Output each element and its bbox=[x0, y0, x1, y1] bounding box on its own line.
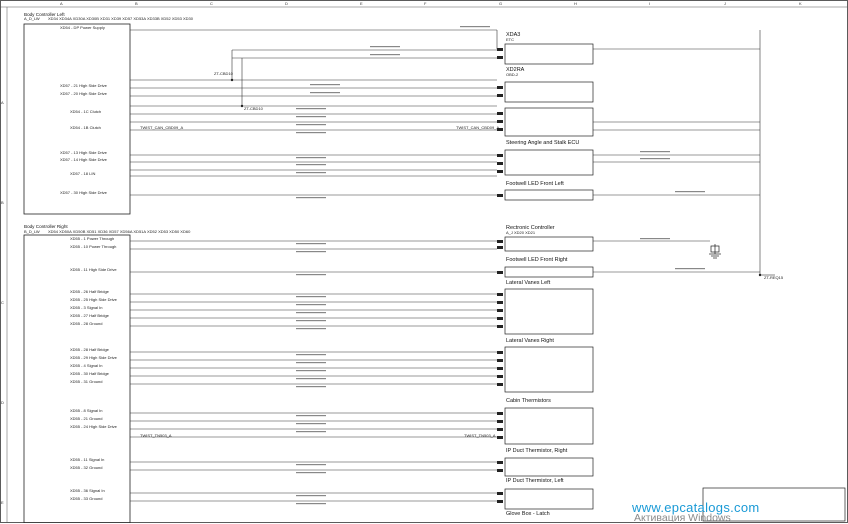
splice-label: ZT-CBD10 bbox=[214, 71, 233, 76]
component-subtitle: OBD-2 bbox=[506, 72, 519, 77]
component-title: IP Duct Thermistor, Left bbox=[506, 478, 564, 484]
body-controller-left-connectors: XD34 XD34A XD30A XD30B XD31 XD39 XD57 XD53A XD33B XD52 XD53 XD30 bbox=[48, 16, 193, 21]
pin-label: XD55 - 10 Power Through bbox=[70, 244, 117, 249]
pin-label: XD55 - 30 Half Bridge bbox=[70, 371, 109, 376]
twist-label: TWIST_CAN_CBD09_A bbox=[140, 125, 184, 130]
etc-box bbox=[505, 44, 593, 64]
component-title: Steering Angle and Stalk ECU bbox=[506, 140, 580, 146]
component-subtitle: ETC bbox=[506, 37, 514, 42]
component-title: Lateral Vanes Left bbox=[506, 280, 551, 286]
pin-label: XD55 - 8 Signal In bbox=[70, 408, 103, 413]
pin-label: XD55 - 28 Half Bridge bbox=[70, 347, 109, 352]
pin-label: XD55 - 11 Signal In bbox=[70, 457, 105, 462]
column-label: J bbox=[724, 1, 726, 6]
splice-label: ZT-CBD10 bbox=[244, 106, 263, 111]
footwell-left-box bbox=[505, 190, 593, 200]
pin-label: XD55 - 4 Signal In bbox=[70, 363, 103, 368]
twist-label: TWIST_CAN_CBD09_A bbox=[456, 125, 500, 130]
component-subtitle: A_J XD20 XD21 bbox=[506, 230, 536, 235]
row-label: C bbox=[1, 300, 4, 305]
pin-label: XD55 - 1 Power Through bbox=[70, 236, 115, 241]
body-controller-left-title: Body Controller Left bbox=[24, 12, 65, 17]
pin-label: XD55 - 24 High Side Drive bbox=[70, 424, 117, 429]
row-label: E bbox=[1, 500, 4, 505]
pin-label: XD55 - 25 High Side Drive bbox=[70, 297, 117, 302]
activate-windows-text: Активация Windows bbox=[634, 512, 731, 524]
column-label: B bbox=[135, 1, 138, 6]
pin-label: XD54 - 1B Clutch bbox=[70, 125, 101, 130]
twist-label: TWIST_TN503_A bbox=[464, 433, 496, 438]
component-title: Lateral Vanes Right bbox=[506, 338, 554, 344]
column-label: G bbox=[499, 1, 503, 6]
pin-label: XD55 - 31 Ground bbox=[70, 379, 103, 384]
body-controller-left-code: A_D_LW bbox=[24, 16, 40, 21]
pin-label: XD55 - 33 Ground bbox=[70, 496, 103, 501]
component-title: Footwell LED Front Left bbox=[506, 181, 564, 187]
pin-label: XD57 - 13 High Side Drive bbox=[60, 150, 107, 155]
pin-label: XD57 - 14 High Side Drive bbox=[60, 157, 107, 162]
pin-label: XD55 - 26 Half Bridge bbox=[70, 289, 109, 294]
pin-label: XD55 - 27 Half Bridge bbox=[70, 313, 109, 318]
splice-label: ZT-REQ15 bbox=[764, 275, 784, 280]
body-controller-right-title: Body Controller Right bbox=[24, 224, 68, 229]
pin-label: XD57 - 30 High Side Drive bbox=[60, 190, 107, 195]
pin-label: XD55 - 36 Signal In bbox=[70, 488, 105, 493]
component-title: IP Duct Thermistor, Right bbox=[506, 448, 568, 454]
column-label: K bbox=[799, 1, 802, 6]
cabin-thermistor-box bbox=[505, 408, 593, 444]
column-label: I bbox=[649, 1, 651, 6]
component-title: Rectronic Controller bbox=[506, 225, 555, 231]
row-label: A bbox=[1, 100, 4, 105]
pin-label: XD57 - 20 High Side Drive bbox=[60, 91, 107, 96]
component-title: Cabin Thermistors bbox=[506, 398, 551, 404]
body-controller-right-code: B_D_LW bbox=[24, 229, 40, 234]
pin-label: XD55 - 11 High Side Drive bbox=[70, 267, 117, 272]
column-label: A bbox=[60, 1, 63, 6]
column-label: H bbox=[574, 1, 577, 6]
ground-icon bbox=[709, 244, 721, 258]
ip-left-box bbox=[505, 489, 593, 509]
sas-ecu-box-2 bbox=[505, 150, 593, 175]
row-label: B bbox=[1, 200, 4, 205]
component-title: XD2RA bbox=[506, 67, 525, 73]
component-title: Footwell LED Front Right bbox=[506, 257, 568, 263]
column-label: D bbox=[285, 1, 288, 6]
obd2-box bbox=[505, 82, 593, 102]
twist-label: TWIST_TN503_A bbox=[140, 433, 172, 438]
column-label: E bbox=[360, 1, 363, 6]
pin-label: XD54 - DP Power Supply bbox=[60, 25, 105, 30]
pin-label: XD55 - 28 Ground bbox=[70, 321, 103, 326]
footwell-right-box bbox=[505, 267, 593, 277]
lateral-vanes-left-box bbox=[505, 289, 593, 334]
column-label: F bbox=[424, 1, 427, 6]
rectronic-box bbox=[505, 237, 593, 251]
pin-label: XD57 - 21 High Side Drive bbox=[60, 83, 107, 88]
component-title: XDA3 bbox=[506, 32, 521, 38]
pin-label: XD55 - 32 Ground bbox=[70, 465, 103, 470]
pin-label: XD55 - 3 Signal In bbox=[70, 305, 103, 310]
column-label: C bbox=[210, 1, 213, 6]
pin-label: XD55 - 21 Ground bbox=[70, 416, 103, 421]
body-controller-left-box bbox=[24, 24, 130, 214]
ip-right-box bbox=[505, 458, 593, 476]
sas-ecu-box bbox=[505, 108, 593, 136]
pin-label: XD54 - 1C Clutch bbox=[70, 109, 102, 114]
watermark-text: www.epcatalogs.com bbox=[632, 500, 760, 515]
component-title: Glove Box - Latch bbox=[506, 511, 550, 517]
pin-label: XD57 - 18 LIN bbox=[70, 171, 96, 176]
pin-label: XD55 - 29 High Side Drive bbox=[70, 355, 117, 360]
row-label: D bbox=[1, 400, 4, 405]
body-controller-right-connectors: XD54 XD50A XD50B XD51 XD36 XD57 XD56A XD51A XD52 XD53 XD50 XD60 bbox=[48, 229, 191, 234]
lateral-vanes-right-box bbox=[505, 347, 593, 392]
